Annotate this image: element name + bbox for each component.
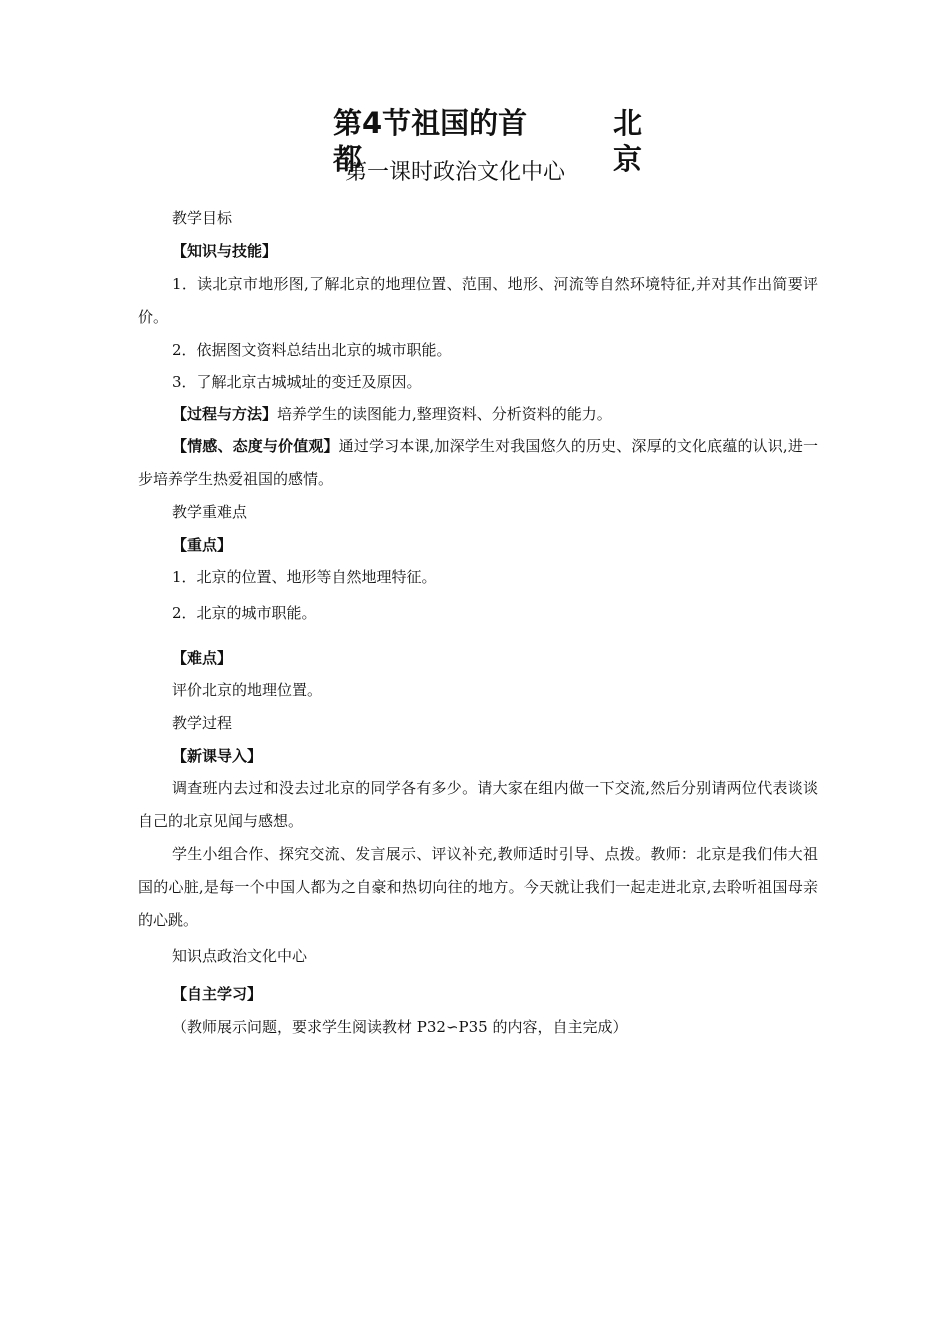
knowledge-item-1: 1．读北京市地形图,了解北京的地理位置、范围、地形、河流等自然环境特征,并对其作出简要评价。 [138, 275, 818, 326]
process-heading: 【过程与方法】 [172, 405, 278, 423]
self-study-heading: 【自主学习】 [172, 985, 263, 1003]
process-paragraph [138, 398, 818, 431]
key-difficult-heading: 教学重难点 [172, 503, 248, 521]
intro-paragraph-2: 学生小组合作、探究交流、发言展示、评议补充,教师适时引导、点拨。教师：北京是我们伟大祖国的心脏,是每一个中国人都为之自豪和热切向往的地方。今天就让我们一起走进北京,去聆听祖国母亲的心跳。 [138, 845, 818, 929]
knowledge-item-3: 3．了解北京古城城址的变迁及原因。 [172, 373, 422, 391]
knowledge-heading: 【知识与技能】 [172, 242, 278, 260]
key-heading: 【重点】 [172, 536, 233, 554]
emotion-paragraph [138, 430, 818, 496]
knowledge-point-heading: 知识点政治文化中心 [172, 947, 308, 965]
knowledge-item-2: 2．依据图文资料总结出北京的城市职能。 [172, 341, 452, 359]
lesson-title-city: 北京 [613, 106, 643, 176]
intro-heading: 【新课导入】 [172, 747, 263, 765]
emotion-heading: 【情感、态度与价值观】 [172, 437, 339, 455]
difficult-heading: 【难点】 [172, 649, 233, 667]
emotion-text: 通过学习本课,加深学生对我国悠久的历史、深厚的文化底蕴的认识,进一步培养学生热爱祖国的感情。 [138, 437, 818, 488]
difficult-text: 评价北京的地理位置。 [172, 681, 323, 699]
intro-paragraph-1: 调查班内去过和没去过北京的同学各有多少。请大家在组内做一下交流,然后分别请两位代表谈谈自己的北京见闻与感想。 [138, 779, 818, 830]
lesson-subtitle: 第一课时政治文化中心 [345, 160, 566, 185]
teaching-process-heading: 教学过程 [172, 714, 233, 732]
key-item-2: 2．北京的城市职能。 [172, 604, 317, 622]
process-text: 培养学生的读图能力,整理资料、分析资料的能力。 [277, 405, 612, 423]
objectives-heading: 教学目标 [172, 209, 233, 227]
self-study-text: （教师展示问题，要求学生阅读教材 P32∽P35 的内容，自主完成） [172, 1018, 628, 1036]
key-item-1: 1．北京的位置、地形等自然地理特征。 [172, 568, 437, 586]
lesson-title: 第4节祖国的首都 [333, 106, 528, 176]
